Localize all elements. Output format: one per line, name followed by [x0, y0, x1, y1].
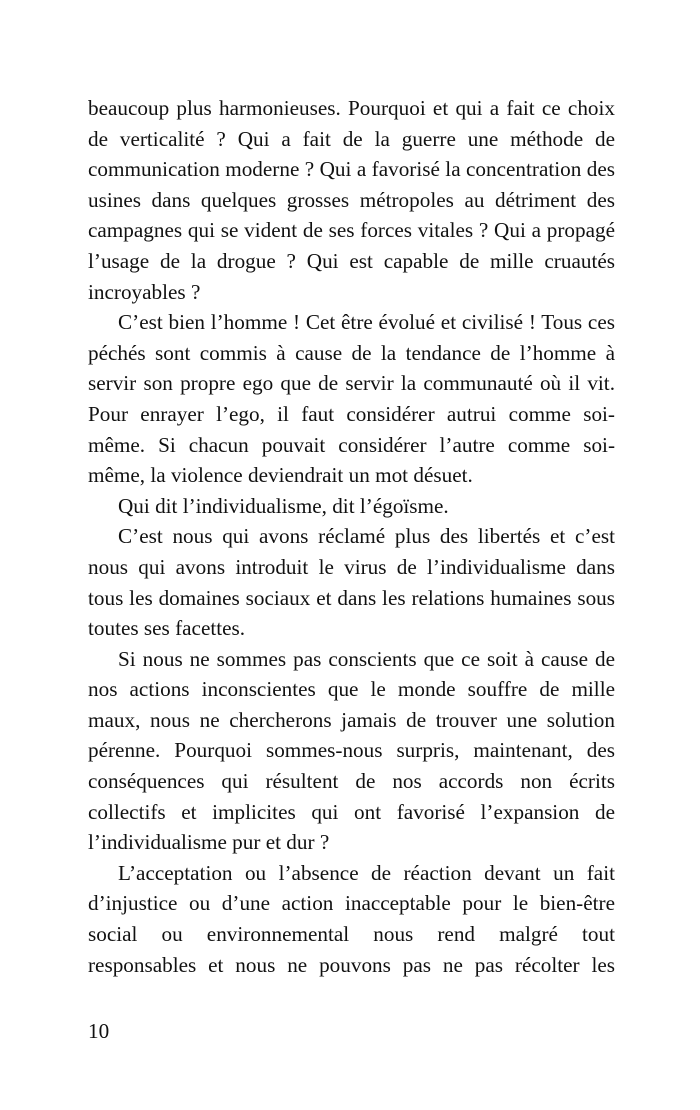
page-body: [88, 93, 615, 980]
paragraph-4: C’est nous qui avons réclamé plus des libertés et c’est nous qui avons introduit le virus de l’individualisme dans tous les domaines sociaux et dans les relations humaines sous toutes ses facettes.: [88, 524, 615, 641]
paragraph-1: beaucoup plus harmonieuses. Pourquoi et qui a fait ce choix de verticalité ? Qui a fait de la guerre une méthode de communication moderne ? Qui a favorisé la concentration des usines dans quelques grosses métropoles au détriment des campagnes qui se vident de ses forces vitales ? Qui a propagé l’usage de la drogue ? Qui est capable de mille cruautés incroyables ?: [88, 96, 615, 304]
paragraph-5: Si nous ne sommes pas conscients que ce soit à cause de nos actions inconscientes que le monde souffre de mille maux, nous ne chercherons jamais de trouver une solution pérenne. Pourquoi sommes-nous surpris, maintenant, des conséquences qui résultent de nos accords non écrits collectifs et implicites qui ont favorisé l’expansion de l’individualisme pur et dur ?: [88, 646, 615, 855]
page-number: 10: [88, 1019, 110, 1043]
paragraph-6: L’acceptation ou l’absence de réaction devant un fait d’injustice ou d’une action inacceptable pour le bien-être social ou environnemental nous rend malgré tout responsables et nous ne pouvons pas ne pas récolter les: [88, 860, 615, 977]
paragraph-3: Qui dit l’individualisme, dit l’égoïsme.: [118, 493, 449, 518]
paragraph-2: C’est bien l’homme ! Cet être évolué et civilisé ! Tous ces péchés sont commis à cause de la tendance de l’homme à servir son propre ego que de servir la communauté où il vit. Pour enrayer l’ego, il faut considérer autrui comme soi-même. Si chacun pouvait considérer l’autre comme soi-même, la violence deviendrait un mot désuet.: [88, 310, 615, 488]
